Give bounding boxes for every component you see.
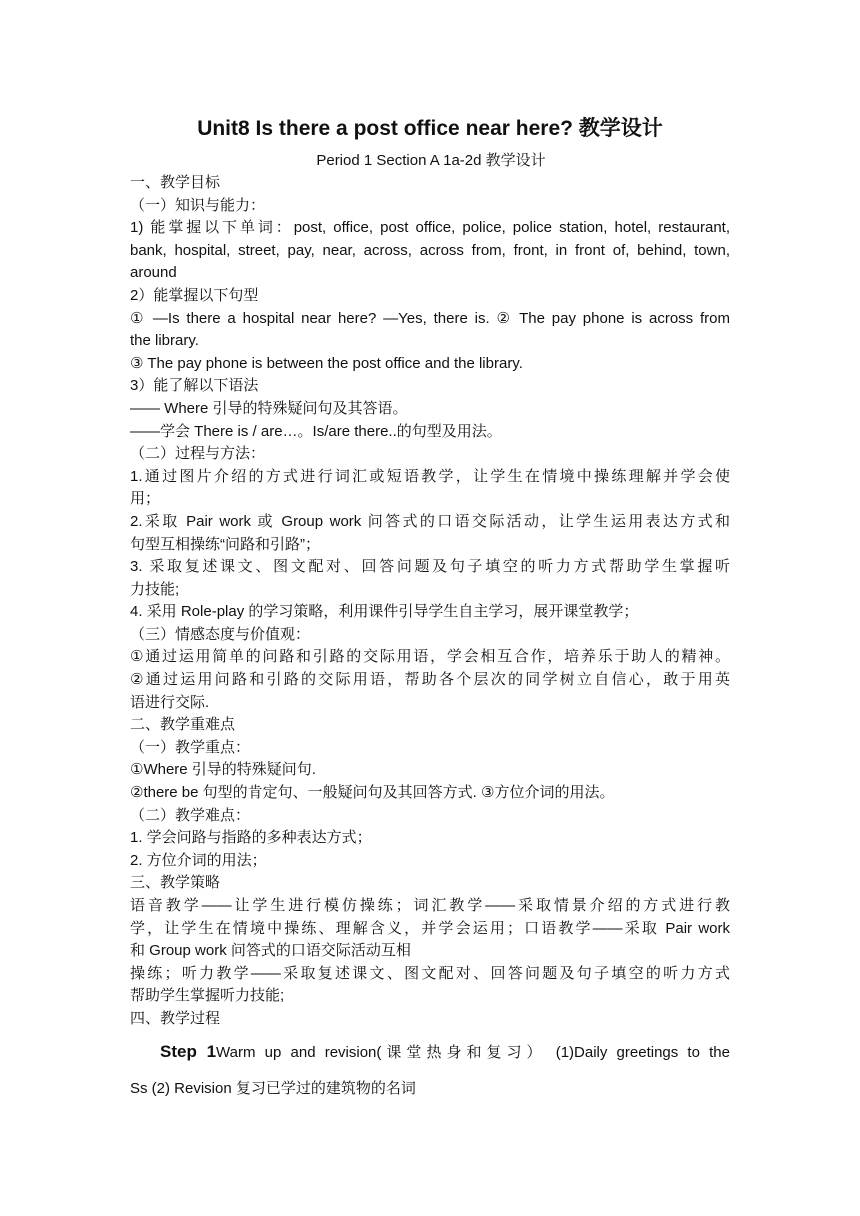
paragraph-line: around [130,264,177,282]
subheading-knowledge: （一）知识与能力： [130,196,266,214]
subheading-focus: （一）教学重点： [130,738,251,756]
paragraph-line: the library. [130,332,199,350]
paragraph-line: 1.通过图片介绍的方式进行词汇或短语教学，让学生在情境中操练理解并学会使 [130,467,730,485]
paragraph-line: ③ The pay phone is between the post office and the library. [130,354,523,372]
paragraph-line: 帮助学生掌握听力技能; [130,987,285,1005]
document-body [130,172,730,1031]
paragraph-line: ②通过运用问路和引路的交际用语，帮助各个层次的同学树立自信心，敢于用英 [130,671,730,689]
paragraph-line: 学，让学生在情境中操练、理解含义，并学会运用；口语教学——采取 Pair work [130,919,730,937]
heading-key-points: 二、教学重难点 [130,716,236,734]
document-title: Unit8 Is there a post office near here? 教学设计 [197,117,663,140]
heading-objectives: 一、教学目标 [130,174,221,191]
heading-procedure: 四、教学过程 [130,1009,221,1027]
paragraph-line: 4. 采用 Role-play 的学习策略，利用课件引导学生自主学习，展开课堂教学； [130,603,639,621]
paragraph-line: 1) 能掌握以下单词：post, office, post office, police, police station, hotel, restaurant, [130,219,730,237]
paragraph-line: 1. 学会问路与指路的多种表达方式； [130,829,372,847]
paragraph-line: ① —Is there a hospital near here? —Yes, there is. ② The pay phone is across from [130,309,730,327]
paragraph-line: bank, hospital, street, pay, near, across, across from, front, in front of, behind, town, [130,241,730,259]
paragraph-line: 和 Group work 问答式的口语交际活动互相 [130,942,411,960]
step-1-block [130,1040,730,1100]
paragraph-line: 2.采取 Pair work 或 Group work 问答式的口语交际活动，让学生运用表达方式和 [130,512,730,530]
paragraph-line: 2）能掌握以下句型 [130,286,259,304]
paragraph-line: 3）能了解以下语法 [130,377,259,395]
step-1-text: Warm up and revision(课堂热身和复习） (1)Daily greetings to the [216,1044,730,1061]
paragraph-line: 用； [130,490,161,508]
paragraph-line: ①Where 引导的特殊疑问句. [130,761,316,779]
heading-strategy: 三、教学策略 [130,874,221,892]
paragraph-line: —— Where 引导的特殊疑问句及其答语。 [130,399,408,417]
step-1-label: Step 1 [160,1042,217,1061]
step-1-line [130,1040,730,1064]
subheading-process: （二）过程与方法： [130,445,266,463]
document-subtitle: Period 1 Section A 1a-2d 教学设计 [316,152,546,169]
step-1-continuation: Ss (2) Revision 复习已学过的建筑物的名词 [130,1080,416,1097]
paragraph-line: ②there be 句型的肯定句、一般疑问句及其回答方式. ③方位介词的用法。 [130,784,615,802]
paragraph-line: 语音教学——让学生进行模仿操练；词汇教学——采取情景介绍的方式进行教 [130,897,730,914]
paragraph-line: ①通过运用简单的问路和引路的交际用语，学会相互合作，培养乐于助人的精神。 [130,648,730,666]
subheading-difficulties: （二）教学难点： [130,806,251,824]
paragraph-line: 句型互相操练“问路和引路”； [130,535,320,553]
subheading-attitude: （三）情感态度与价值观： [130,625,311,643]
paragraph-line: 语进行交际. [130,693,210,711]
paragraph-line: 2. 方位介词的用法； [130,851,267,869]
paragraph-line: ——学会 There is / are…。Is/are there..的句型及用法。 [130,422,502,440]
paragraph-line: 操练；听力教学——采取复述课文、图文配对、回答问题及句子填空的听力方式 [130,964,730,982]
paragraph-line: 力技能; [130,580,180,598]
paragraph-line: 3. 采取复述课文、图文配对、回答问题及句子填空的听力方式帮助学生掌握听 [130,558,730,576]
